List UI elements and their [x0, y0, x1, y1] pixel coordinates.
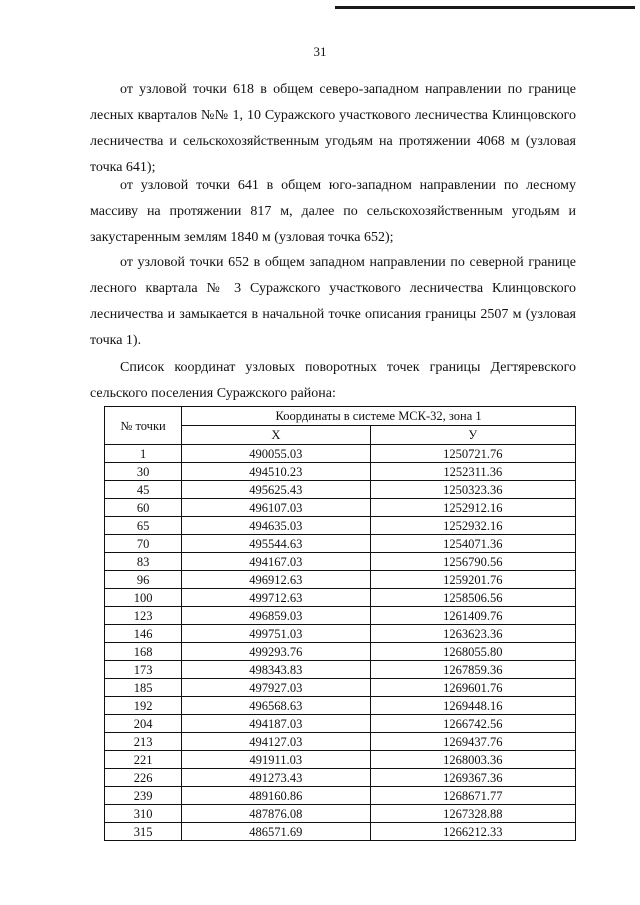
cell-x: 490055.03 — [182, 445, 370, 463]
cell-x: 487876.08 — [182, 805, 370, 823]
table-row — [105, 769, 576, 787]
cell-y: 1259201.76 — [370, 571, 575, 589]
cell-x: 499712.63 — [182, 589, 370, 607]
table-row — [105, 571, 576, 589]
table-row — [105, 553, 576, 571]
cell-y: 1269601.76 — [370, 679, 575, 697]
table-row — [105, 463, 576, 481]
header-y: У — [370, 426, 575, 445]
cell-point-number: 96 — [105, 571, 182, 589]
cell-point-number: 60 — [105, 499, 182, 517]
cell-x: 489160.86 — [182, 787, 370, 805]
cell-point-number: 173 — [105, 661, 182, 679]
table-row — [105, 607, 576, 625]
cell-x: 496568.63 — [182, 697, 370, 715]
cell-x: 495544.63 — [182, 535, 370, 553]
cell-point-number: 185 — [105, 679, 182, 697]
cell-x: 494167.03 — [182, 553, 370, 571]
paragraph-boundary-618: от узловой точки 618 в общем северо-западном направлении по границе лесных кварталов №№ 1, 10 Суражского участкового лесничества Клинцовского лесничества и сельскохозяйственным угодьям на протяжении 4068 м (узловая точка 641); — [90, 82, 576, 175]
cell-y: 1250721.76 — [370, 445, 575, 463]
table-row — [105, 787, 576, 805]
cell-y: 1266212.33 — [370, 823, 575, 841]
cell-y: 1252912.16 — [370, 499, 575, 517]
cell-point-number: 123 — [105, 607, 182, 625]
cell-y: 1266742.56 — [370, 715, 575, 733]
cell-point-number: 70 — [105, 535, 182, 553]
table-row — [105, 715, 576, 733]
cell-x: 494635.03 — [182, 517, 370, 535]
header-coordinates: Координаты в системе МСК-32, зона 1 — [182, 407, 576, 426]
cell-y: 1263623.36 — [370, 625, 575, 643]
table-row — [105, 697, 576, 715]
table-row — [105, 517, 576, 535]
table-row — [105, 481, 576, 499]
coordinates-table — [104, 406, 576, 841]
cell-point-number: 213 — [105, 733, 182, 751]
cell-point-number: 221 — [105, 751, 182, 769]
cell-point-number: 1 — [105, 445, 182, 463]
cell-y: 1250323.36 — [370, 481, 575, 499]
cell-point-number: 45 — [105, 481, 182, 499]
paragraph-boundary-641: от узловой точки 641 в общем юго-западном направлении по лесному массиву на протяжении 817 м, далее по сельскохозяйственным угодьям и закустаренным землям 1840 м (узловая точка 652); — [90, 178, 576, 245]
cell-y: 1256790.56 — [370, 553, 575, 571]
cell-point-number: 204 — [105, 715, 182, 733]
coordinates-table-body — [105, 445, 576, 841]
cell-y: 1268671.77 — [370, 787, 575, 805]
cell-point-number: 226 — [105, 769, 182, 787]
table-row — [105, 535, 576, 553]
cell-y: 1267328.88 — [370, 805, 575, 823]
cell-x: 499751.03 — [182, 625, 370, 643]
page-number: 31 — [313, 44, 327, 59]
cell-point-number: 83 — [105, 553, 182, 571]
cell-y: 1269367.36 — [370, 769, 575, 787]
cell-point-number: 192 — [105, 697, 182, 715]
top-rule — [335, 6, 635, 9]
cell-point-number: 30 — [105, 463, 182, 481]
cell-y: 1268003.36 — [370, 751, 575, 769]
cell-y: 1267859.36 — [370, 661, 575, 679]
table-row — [105, 823, 576, 841]
cell-point-number: 100 — [105, 589, 182, 607]
cell-x: 497927.03 — [182, 679, 370, 697]
cell-y: 1252932.16 — [370, 517, 575, 535]
cell-x: 499293.76 — [182, 643, 370, 661]
table-row — [105, 625, 576, 643]
cell-point-number: 310 — [105, 805, 182, 823]
table-row — [105, 589, 576, 607]
cell-x: 486571.69 — [182, 823, 370, 841]
table-row — [105, 499, 576, 517]
cell-point-number: 315 — [105, 823, 182, 841]
cell-point-number: 239 — [105, 787, 182, 805]
cell-x: 494510.23 — [182, 463, 370, 481]
cell-y: 1258506.56 — [370, 589, 575, 607]
cell-x: 494127.03 — [182, 733, 370, 751]
cell-x: 498343.83 — [182, 661, 370, 679]
cell-y: 1268055.80 — [370, 643, 575, 661]
paragraph-boundary-652: от узловой точки 652 в общем западном направлении по северной границе лесного квартала № 3 Суражского участкового лесничества Клинцовского лесничества и замыкается в начальной точке описания границы 2507 м (узловая точка 1). — [90, 255, 576, 348]
cell-x: 491911.03 — [182, 751, 370, 769]
table-row — [105, 445, 576, 463]
table-row — [105, 733, 576, 751]
cell-y: 1261409.76 — [370, 607, 575, 625]
cell-x: 495625.43 — [182, 481, 370, 499]
paragraph-coordinates-intro: Список координат узловых поворотных точек границы Дегтяревского сельского поселения Суражского района: — [90, 360, 576, 401]
table-row — [105, 805, 576, 823]
cell-point-number: 146 — [105, 625, 182, 643]
cell-x: 496107.03 — [182, 499, 370, 517]
table-row — [105, 661, 576, 679]
cell-y: 1269437.76 — [370, 733, 575, 751]
cell-y: 1254071.36 — [370, 535, 575, 553]
cell-x: 491273.43 — [182, 769, 370, 787]
cell-x: 496859.03 — [182, 607, 370, 625]
table-row — [105, 679, 576, 697]
header-point-number: № точки — [105, 407, 182, 445]
cell-x: 496912.63 — [182, 571, 370, 589]
cell-point-number: 168 — [105, 643, 182, 661]
cell-y: 1252311.36 — [370, 463, 575, 481]
table-row — [105, 643, 576, 661]
cell-point-number: 65 — [105, 517, 182, 535]
cell-y: 1269448.16 — [370, 697, 575, 715]
table-row — [105, 751, 576, 769]
cell-x: 494187.03 — [182, 715, 370, 733]
header-x: X — [182, 426, 370, 445]
